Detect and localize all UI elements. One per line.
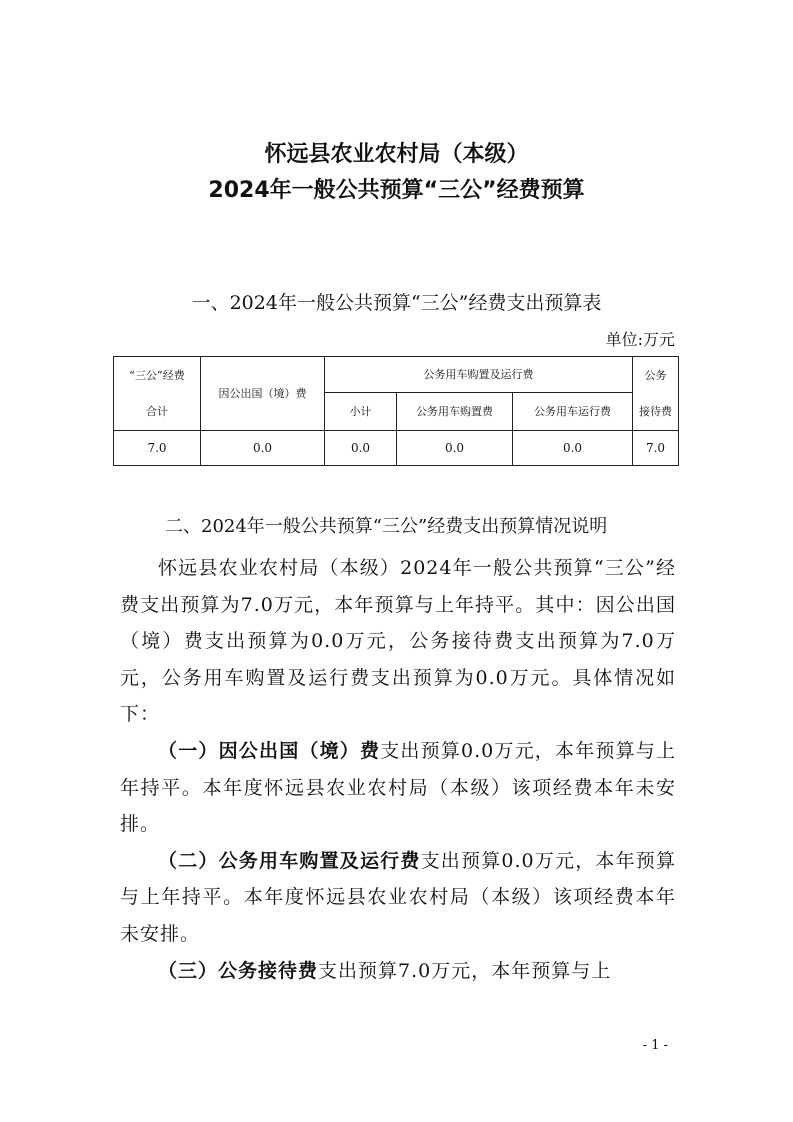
budget-table bbox=[113, 356, 679, 466]
value-reception: 7.0 bbox=[633, 431, 679, 466]
item-paragraph-2 bbox=[120, 843, 676, 953]
section1-heading: 一、2024年一般公共预算“三公”经费支出预算表 bbox=[191, 292, 602, 314]
header-vehicle-subtotal: 小计 bbox=[325, 393, 397, 431]
item-text: 支出预算0.0万元，本年预算与上年持平。本年度怀远县农业农村局（本级）该项经费本年未安排。 bbox=[120, 849, 676, 945]
header-total: “三公”经费 合计 bbox=[114, 357, 201, 431]
item-text: 支出预算0.0万元，本年预算与上年持平。本年度怀远县农业农村局（本级）该项经费本年未安排。 bbox=[120, 739, 676, 836]
header-vehicle-purchase: 公务用车购置费 bbox=[397, 393, 513, 431]
intro-paragraph: 怀远县农业农村局（本级）2024年一般公共预算“三公”经费支出预算为7.0万元，本年预算与上年持平。其中：因公出国（境）费支出预算为0.0万元，公务接待费支出预算为7.0万元，公务用车购置及运行费支出预算为0.0万元。具体情况如下： bbox=[120, 557, 676, 726]
value-vehicle-operation: 0.0 bbox=[513, 431, 633, 466]
header-vehicle-group: 公务用车购置及运行费 bbox=[325, 357, 633, 393]
header-reception: 公务 接待费 bbox=[633, 357, 679, 431]
document-title-line2: 2024年一般公共预算“三公”经费预算 bbox=[208, 178, 585, 203]
value-vehicle-purchase: 0.0 bbox=[397, 431, 513, 466]
section2-heading: 二、2024年一般公共预算“三公”经费支出预算情况说明 bbox=[165, 516, 608, 537]
section2-body bbox=[120, 550, 676, 989]
unit-label: 单位:万元 bbox=[605, 330, 675, 349]
table-row bbox=[114, 431, 679, 466]
item-label: （三）公务接待费 bbox=[158, 959, 319, 982]
item-label: （一）因公出国（境）费 bbox=[158, 739, 381, 762]
header-abroad: 因公出国（境）费 bbox=[201, 357, 325, 431]
document-title-line1: 怀远县农业农村局（本级） bbox=[264, 142, 529, 167]
item-text: 支出预算7.0万元，本年预算与上 bbox=[318, 959, 612, 982]
item-paragraph-3 bbox=[120, 953, 676, 990]
value-total: 7.0 bbox=[114, 431, 201, 466]
item-label: （二）公务用车购置及运行费 bbox=[158, 849, 421, 872]
header-vehicle-operation: 公务用车运行费 bbox=[513, 393, 633, 431]
item-paragraph-1 bbox=[120, 733, 676, 843]
page-number: - 1 - bbox=[642, 1038, 668, 1053]
value-abroad: 0.0 bbox=[201, 431, 325, 466]
value-vehicle-subtotal: 0.0 bbox=[325, 431, 397, 466]
